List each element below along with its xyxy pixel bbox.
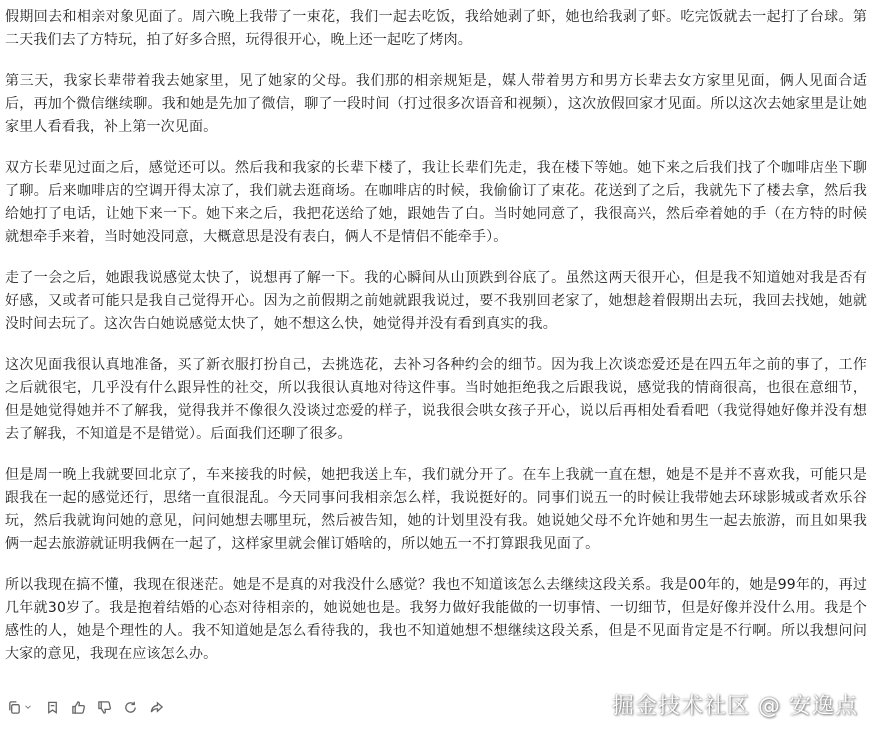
thumbs-down-icon — [97, 700, 112, 715]
copy-button[interactable] — [7, 696, 37, 718]
paragraph-4: 走了一会之后，她跟我说感觉太快了，说想再了解一下。我的心瞬间从山顶跌到谷底了。虽然这两天很开心，但是我不知道她对我是否有好感，又或者可能只是我自己觉得开心。因为之前假期之前她就跟我说过，要不我别回老家了，她想趁着假期出去玩，我回去找她，她就没时间去玩了。这次告白她说感觉太快了，她不想这么快，她觉得并没有看到真实的我。 — [5, 270, 867, 332]
paragraph-5: 这次见面我很认真地准备，买了新衣服打扮自己，去挑选花，去补习各种约会的细节。因为我上次谈恋爱还是在四五年之前的事了，工作之后就很宅，几乎没有什么跟异性的社交，所以我很认真地对待这件事。当时她拒绝我之后跟我说，感觉我的情商很高，也很在意细节，但是她觉得她并不了解我，觉得我并不像很久没谈过恋爱的样子，说我很会哄女孩子开心，说以后再相处看看吧（我觉得她好像并没有想去了解我，不知道是不是错觉）。后面我们还聊了很多。 — [5, 357, 867, 442]
copy-icon — [7, 700, 22, 715]
thumbs-up-button[interactable] — [67, 696, 89, 718]
thumbs-down-button[interactable] — [93, 696, 115, 718]
message-content — [5, 6, 867, 684]
paragraph-2: 第三天，我家长辈带着我去她家里，见了她家的父母。我们那的相亲规矩是，媒人带着男方和男方长辈去女方家里见面，俩人见面合适后，再加个微信继续聊。我和她是先加了微信，聊了一段时间（打过很多次语音和视频），这次放假回家才见面。所以这次去她家里是让她家里人看看我，补上第一次见面。 — [5, 73, 867, 135]
paragraph-3: 双方长辈见过面之后，感觉还可以。然后我和我家的长辈下楼了，我让长辈们先走，我在楼下等她。她下来之后我们找了个咖啡店坐下聊了聊。后来咖啡店的空调开得太凉了，我们就去逛商场。在咖啡店的时候，我偷偷订了束花。花送到了之后，我就先下了楼去拿，然后我给她打了电话，让她下来一下。她下来之后，我把花送给了她，跟她告了白。当时她同意了，我很高兴，然后牵着她的手（在方特的时候就想牵手来着，当时她没同意，大概意思是没有表白，俩人不是情侣不能牵手）。 — [5, 160, 867, 245]
bookmark-icon — [45, 700, 60, 715]
paragraph-6: 但是周一晚上我就要回北京了，车来接我的时候，她把我送上车，我们就分开了。在车上我就一直在想，她是不是并不喜欢我，可能只是跟我在一起的感觉还行，思绪一直很混乱。今天同事问我相亲怎么样，我说挺好的。同事们说五一的时候让我带她去环球影城或者欢乐谷玩，然后我就询问她的意见，问问她想去哪里玩，然后被告知，她的计划里没有我。她说她父母不允许她和男生一起去旅游，而且如果我俩一起去旅游就证明我俩在一起了，这样家里就会催订婚啥的，所以她五一不打算跟我见面了。 — [5, 467, 867, 552]
refresh-icon — [123, 700, 138, 715]
bookmark-button[interactable] — [41, 696, 63, 718]
paragraph-1: 假期回去和相亲对象见面了。周六晚上我带了一束花，我们一起去吃饭，我给她剥了虾，她也给我剥了虾。吃完饭就去一起打了台球。第二天我们去了方特玩，拍了好多合照，玩得很开心，晚上还一起吃了烤肉。 — [5, 9, 867, 48]
regenerate-button[interactable] — [119, 696, 141, 718]
watermark: 掘金技术社区 @ 安逸点 — [612, 694, 858, 719]
paragraph-7: 所以我现在搞不懂，我现在很迷茫。她是不是真的对我没什么感觉？我也不知道该怎么去继续这段关系。我是00年的，她是99年的，再过几年就30岁了。我是抱着结婚的心态对待相亲的，她说她也是。我努力做好我能做的一切事情、一切细节，但是好像并没什么用。我是个感性的人，她是个理性的人。我不知道她是怎么看待我的，我也不知道她想不想继续这段关系，但是不见面肯定是不行啊。所以我想问问大家的意见，我现在应该怎么办。 — [5, 577, 867, 662]
share-button[interactable] — [145, 696, 167, 718]
thumbs-up-icon — [71, 700, 86, 715]
share-icon — [149, 700, 164, 715]
message-toolbar — [7, 696, 167, 718]
chevron-down-icon[interactable] — [23, 702, 33, 712]
